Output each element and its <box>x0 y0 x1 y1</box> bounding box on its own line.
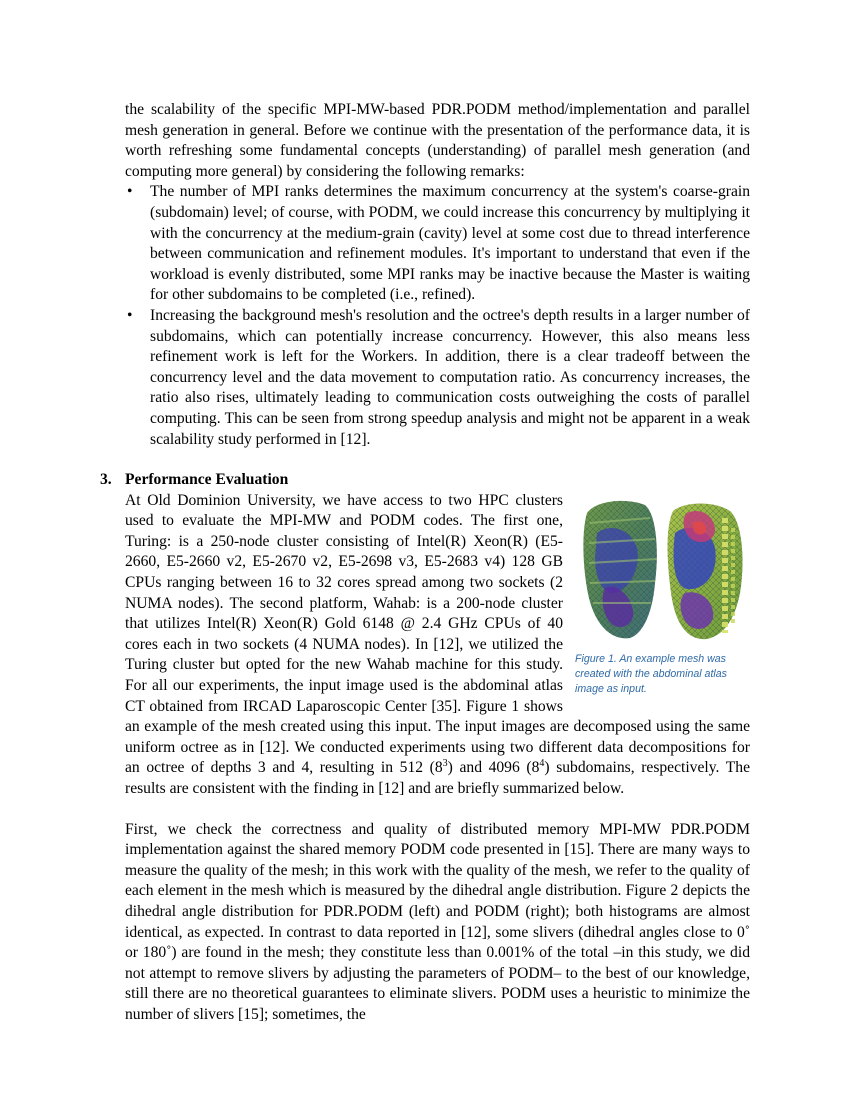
bullet-icon: • <box>127 183 133 201</box>
section-performance-evaluation <box>100 470 750 1025</box>
paragraph-text: At Old Dominion University, we have access to two HPC clusters used to evaluate the MPI-MW and PODM codes. The first one, Turing: is a 250-node cluster consisting of Intel(R) Xeon(R) (E5-2660, E5-2660 v2, E5-2670 v2, E5-2698 v3, E5-2683 v4) 128 GB CPUs ranging between 16 to 32 cores spread among two sockets (2 NUMA nodes). The second platform, Wahab: is a 200-node cluster that utilizes Intel(R) Xeon(R) Gold 6148 @ 2.4 GHz CPUs of 40 cores each in two sockets (4 NUMA nodes). In [12], we utilized the Turing cluster but opted for the new Wahab machine for this study. For all our experiments, the input image used is the abdominal atlas CT obtained from IRCAD Laparoscopic Center [35]. Figure 1 shows an example of the mesh created using this input. The input images are decomposed using the same uniform octree as in [12]. We conducted experiments using two different data decompositions for an octree of depths 3 and 4, resulting in 512 (8 <box>125 491 750 777</box>
section-paragraph-2: First, we check the correctness and quality of distributed memory MPI-MW PDR.PODM implementation against the shared memory PODM code presented in [15]. There are many ways to measure the quality of the mesh; in this work with the quality of the mesh, we refer to the quality of each element in the mesh which is measured by the dihedral angle distribution. Figure 2 depicts the dihedral angle distribution for PDR.PODM (left) and PODM (right); both histograms are almost identical, as expected. In contrast to data reported in [12], some slivers (dihedral angles close to 0˚ or 180˚) are found in the mesh; they constitute less than 0.001% of the total –in this study, we did not attempt to remove slivers by adjusting the parameters of PODM– to the best of our knowledge, still there are no theoretical guarantees to eliminate slivers. PODM uses a heuristic to minimize the number of slivers [15]; sometimes, the <box>125 820 750 1023</box>
intro-paragraph: the scalability of the specific MPI-MW-based PDR.PODM method/implementation and parallel mesh generation in general. Before we continue with the presentation of the performance data, it is worth refreshing some fundamental concepts (understanding) of parallel mesh generation (and computing more general) by considering the following remarks: <box>125 101 750 180</box>
paragraph-text: ) subdomains, respectively. The results are consistent with the finding in [12] and are briefly summarized below. <box>125 759 750 797</box>
mesh-image <box>575 493 750 643</box>
paragraph-gap <box>125 800 750 820</box>
paragraph-text: ) and 4096 (8 <box>447 759 540 777</box>
superscript: 3 <box>442 758 448 770</box>
page-content <box>100 100 750 1026</box>
section-heading <box>100 470 750 491</box>
bullet-icon: • <box>127 306 133 324</box>
superscript: 4 <box>539 758 545 770</box>
figure-caption: Figure 1. An example mesh was created with the abdominal atlas image as input. <box>575 652 727 695</box>
section-number: 3. <box>100 471 112 489</box>
list-item <box>125 182 750 306</box>
section-title: Performance Evaluation <box>125 471 289 489</box>
remarks-list <box>125 182 750 450</box>
figure-1 <box>575 493 750 697</box>
bullet-text: The number of MPI ranks determines the maximum concurrency at the system's coarse-grain (subdomain) level; of course, with PODM, we could increase this concurrency by multiplying it with the concurrency at the medium-grain (cavity) level at some cost due to thread interference between communication and refinement modules. It's important to understand that even if the workload is evenly distributed, some MPI ranks may be inactive because the Master is waiting for other subdomains to be completed (i.e., refined). <box>150 183 750 304</box>
list-item <box>125 306 750 450</box>
bullet-text: Increasing the background mesh's resolution and the octree's depth results in a larger number of subdomains, which can potentially increase concurrency. However, this also means less refinement work is left for the Workers. In addition, there is a clear tradeoff between the concurrency level and the data movement to computation ratio. As concurrency increases, the ratio also rises, ultimately leading to communication costs outweighing the costs of parallel computing. This can be seen from strong speedup analysis and might not be apparent in a weak scalability study performed in [12]. <box>150 306 750 448</box>
